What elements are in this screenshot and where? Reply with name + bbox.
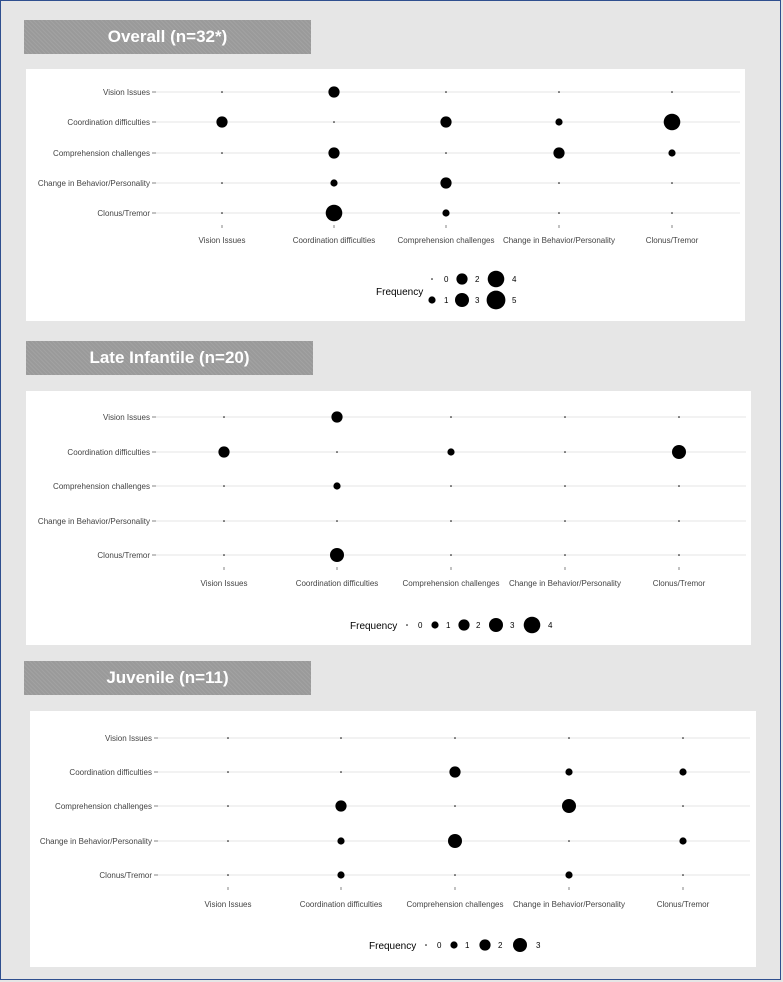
bubble-coordination-difficulties-x-comprehension-challenges (440, 116, 451, 127)
legend-key-5 (487, 291, 506, 310)
legend-label-1: 1 (465, 941, 470, 950)
legend-title: Frequency (369, 941, 417, 952)
bubble-change-in-behavior-personality-x-clonus-tremor (678, 520, 680, 522)
bubble-comprehension-challenges-x-comprehension-challenges (450, 485, 452, 487)
y-tick-label-vision-issues: Vision Issues (103, 413, 150, 422)
legend-key-0 (406, 624, 408, 626)
x-tick-label-comprehension-challenges: Comprehension challenges (402, 579, 500, 588)
legend-key-3 (513, 938, 527, 952)
x-tick-label-change-in-behavior-personality: Change in Behavior/Personality (508, 579, 622, 588)
x-tick-label-vision-issues: Vision Issues (200, 579, 248, 588)
y-tick-label-change-in-behavior-personality: Change in Behavior/Personality (37, 179, 150, 188)
bubble-clonus-tremor-x-vision-issues (221, 212, 223, 214)
bubble-vision-issues-x-clonus-tremor (678, 416, 680, 418)
bubble-vision-issues-x-change-in-behavior-personality (568, 737, 570, 739)
legend-label-0: 0 (418, 621, 423, 630)
bubble-clonus-tremor-x-coordination-difficulties (326, 205, 343, 222)
y-tick-label-vision-issues: Vision Issues (105, 734, 152, 743)
legend-label-4: 4 (512, 275, 517, 284)
overall-chart-panel (26, 69, 745, 321)
legend-key-1 (428, 296, 435, 303)
legend-title: Frequency (350, 621, 398, 632)
overall-bubble-chart (26, 69, 745, 321)
legend-key-2 (479, 939, 490, 950)
bubble-clonus-tremor-x-vision-issues (223, 554, 225, 556)
bubble-clonus-tremor-x-clonus-tremor (682, 874, 684, 876)
legend-label-0: 0 (437, 941, 442, 950)
legend-key-4 (524, 617, 541, 634)
bubble-coordination-difficulties-x-comprehension-challenges (447, 448, 454, 455)
bubble-change-in-behavior-personality-x-change-in-behavior-personality (558, 182, 560, 184)
legend-label-3: 3 (536, 941, 541, 950)
juvenile-bubble-chart (30, 711, 756, 967)
x-tick-label-clonus-tremor: Clonus/Tremor (656, 900, 710, 909)
bubble-clonus-tremor-x-clonus-tremor (678, 554, 680, 556)
bubble-vision-issues-x-vision-issues (227, 737, 229, 739)
legend-label-4: 4 (548, 621, 553, 630)
bubble-vision-issues-x-clonus-tremor (671, 91, 673, 93)
bubble-coordination-difficulties-x-clonus-tremor (679, 768, 686, 775)
y-tick-label-coordination-difficulties: Coordination difficulties (67, 118, 150, 127)
y-tick-label-clonus-tremor: Clonus/Tremor (97, 209, 150, 218)
legend-label-3: 3 (475, 296, 480, 305)
y-tick-label-coordination-difficulties: Coordination difficulties (69, 768, 152, 777)
bubble-coordination-difficulties-x-vision-issues (227, 771, 229, 773)
legend-label-3: 3 (510, 621, 515, 630)
legend-key-3 (455, 293, 469, 307)
x-tick-label-coordination-difficulties: Coordination difficulties (292, 236, 376, 245)
y-tick-label-coordination-difficulties: Coordination difficulties (67, 448, 150, 457)
bubble-change-in-behavior-personality-x-coordination-difficulties (336, 520, 338, 522)
legend-label-2: 2 (475, 275, 480, 284)
bubble-change-in-behavior-personality-x-clonus-tremor (671, 182, 673, 184)
legend-label-1: 1 (444, 296, 449, 305)
legend-key-0 (425, 944, 427, 946)
bubble-vision-issues-x-comprehension-challenges (454, 737, 456, 739)
bubble-vision-issues-x-coordination-difficulties (331, 411, 342, 422)
bubble-vision-issues-x-comprehension-challenges (445, 91, 447, 93)
bubble-change-in-behavior-personality-x-coordination-difficulties (337, 837, 344, 844)
bubble-comprehension-challenges-x-change-in-behavior-personality (553, 147, 564, 158)
legend-key-2 (458, 619, 469, 630)
bubble-comprehension-challenges-x-vision-issues (223, 485, 225, 487)
late-infantile-bubble-chart (26, 391, 751, 645)
bubble-change-in-behavior-personality-x-vision-issues (227, 840, 229, 842)
bubble-coordination-difficulties-x-change-in-behavior-personality (555, 118, 562, 125)
juvenile-chart-panel (30, 711, 756, 967)
legend-label-2: 2 (498, 941, 503, 950)
bubble-clonus-tremor-x-comprehension-challenges (454, 874, 456, 876)
bubble-clonus-tremor-x-change-in-behavior-personality (564, 554, 566, 556)
bubble-coordination-difficulties-x-comprehension-challenges (449, 766, 460, 777)
bubble-vision-issues-x-coordination-difficulties (328, 86, 339, 97)
bubble-clonus-tremor-x-comprehension-challenges (442, 209, 449, 216)
bubble-comprehension-challenges-x-comprehension-challenges (445, 152, 447, 154)
bubble-comprehension-challenges-x-change-in-behavior-personality (564, 485, 566, 487)
bubble-comprehension-challenges-x-clonus-tremor (682, 805, 684, 807)
bubble-coordination-difficulties-x-change-in-behavior-personality (564, 451, 566, 453)
y-tick-label-comprehension-challenges: Comprehension challenges (53, 149, 150, 158)
bubble-comprehension-challenges-x-vision-issues (221, 152, 223, 154)
y-tick-label-clonus-tremor: Clonus/Tremor (97, 551, 150, 560)
bubble-comprehension-challenges-x-vision-issues (227, 805, 229, 807)
bubble-coordination-difficulties-x-vision-issues (216, 116, 227, 127)
bubble-vision-issues-x-vision-issues (221, 91, 223, 93)
bubble-coordination-difficulties-x-vision-issues (218, 446, 229, 457)
bubble-comprehension-challenges-x-clonus-tremor (668, 149, 675, 156)
y-tick-label-clonus-tremor: Clonus/Tremor (99, 871, 152, 880)
x-tick-label-vision-issues: Vision Issues (198, 236, 246, 245)
x-tick-label-comprehension-challenges: Comprehension challenges (397, 236, 495, 245)
bubble-clonus-tremor-x-comprehension-challenges (450, 554, 452, 556)
bubble-clonus-tremor-x-vision-issues (227, 874, 229, 876)
bubble-clonus-tremor-x-clonus-tremor (671, 212, 673, 214)
bubble-clonus-tremor-x-change-in-behavior-personality (565, 871, 572, 878)
bubble-vision-issues-x-clonus-tremor (682, 737, 684, 739)
x-tick-label-clonus-tremor: Clonus/Tremor (645, 236, 699, 245)
bubble-coordination-difficulties-x-clonus-tremor (672, 445, 686, 459)
bubble-coordination-difficulties-x-clonus-tremor (664, 114, 681, 131)
bubble-change-in-behavior-personality-x-comprehension-challenges (440, 177, 451, 188)
bubble-clonus-tremor-x-coordination-difficulties (330, 548, 344, 562)
bubble-change-in-behavior-personality-x-vision-issues (223, 520, 225, 522)
legend-label-1: 1 (446, 621, 451, 630)
x-tick-label-coordination-difficulties: Coordination difficulties (299, 900, 383, 909)
legend-key-4 (488, 271, 505, 288)
x-tick-label-change-in-behavior-personality: Change in Behavior/Personality (502, 236, 616, 245)
bubble-comprehension-challenges-x-comprehension-challenges (454, 805, 456, 807)
legend-key-1 (431, 621, 438, 628)
y-tick-label-comprehension-challenges: Comprehension challenges (53, 482, 150, 491)
x-tick-label-coordination-difficulties: Coordination difficulties (295, 579, 379, 588)
late-infantile-banner: Late Infantile (n=20) (26, 341, 313, 375)
bubble-comprehension-challenges-x-coordination-difficulties (335, 800, 346, 811)
bubble-comprehension-challenges-x-clonus-tremor (678, 485, 680, 487)
bubble-coordination-difficulties-x-coordination-difficulties (340, 771, 342, 773)
bubble-clonus-tremor-x-change-in-behavior-personality (558, 212, 560, 214)
juvenile-banner: Juvenile (n=11) (24, 661, 311, 695)
legend-title: Frequency (376, 287, 424, 298)
x-tick-label-comprehension-challenges: Comprehension challenges (406, 900, 504, 909)
bubble-change-in-behavior-personality-x-change-in-behavior-personality (564, 520, 566, 522)
bubble-vision-issues-x-vision-issues (223, 416, 225, 418)
x-tick-label-clonus-tremor: Clonus/Tremor (652, 579, 706, 588)
bubble-coordination-difficulties-x-coordination-difficulties (333, 121, 335, 123)
legend-key-0 (431, 278, 433, 280)
bubble-change-in-behavior-personality-x-comprehension-challenges (448, 834, 462, 848)
bubble-change-in-behavior-personality-x-coordination-difficulties (330, 179, 337, 186)
y-tick-label-vision-issues: Vision Issues (103, 88, 150, 97)
bubble-change-in-behavior-personality-x-change-in-behavior-personality (568, 840, 570, 842)
bubble-vision-issues-x-coordination-difficulties (340, 737, 342, 739)
y-tick-label-change-in-behavior-personality: Change in Behavior/Personality (39, 837, 152, 846)
bubble-comprehension-challenges-x-coordination-difficulties (328, 147, 339, 158)
bubble-comprehension-challenges-x-change-in-behavior-personality (562, 799, 576, 813)
bubble-change-in-behavior-personality-x-vision-issues (221, 182, 223, 184)
x-tick-label-change-in-behavior-personality: Change in Behavior/Personality (512, 900, 626, 909)
bubble-coordination-difficulties-x-coordination-difficulties (336, 451, 338, 453)
bubble-vision-issues-x-change-in-behavior-personality (564, 416, 566, 418)
bubble-change-in-behavior-personality-x-clonus-tremor (679, 837, 686, 844)
legend-key-2 (456, 273, 467, 284)
late-infantile-chart-panel (26, 391, 751, 645)
legend-key-1 (450, 941, 457, 948)
legend-label-5: 5 (512, 296, 517, 305)
legend-label-2: 2 (476, 621, 481, 630)
y-tick-label-change-in-behavior-personality: Change in Behavior/Personality (37, 517, 150, 526)
bubble-comprehension-challenges-x-coordination-difficulties (333, 482, 340, 489)
bubble-clonus-tremor-x-coordination-difficulties (337, 871, 344, 878)
x-tick-label-vision-issues: Vision Issues (204, 900, 252, 909)
y-tick-label-comprehension-challenges: Comprehension challenges (55, 802, 152, 811)
bubble-vision-issues-x-comprehension-challenges (450, 416, 452, 418)
legend-label-0: 0 (444, 275, 449, 284)
bubble-vision-issues-x-change-in-behavior-personality (558, 91, 560, 93)
overall-banner: Overall (n=32*) (24, 20, 311, 54)
bubble-coordination-difficulties-x-change-in-behavior-personality (565, 768, 572, 775)
legend-key-3 (489, 618, 503, 632)
bubble-change-in-behavior-personality-x-comprehension-challenges (450, 520, 452, 522)
